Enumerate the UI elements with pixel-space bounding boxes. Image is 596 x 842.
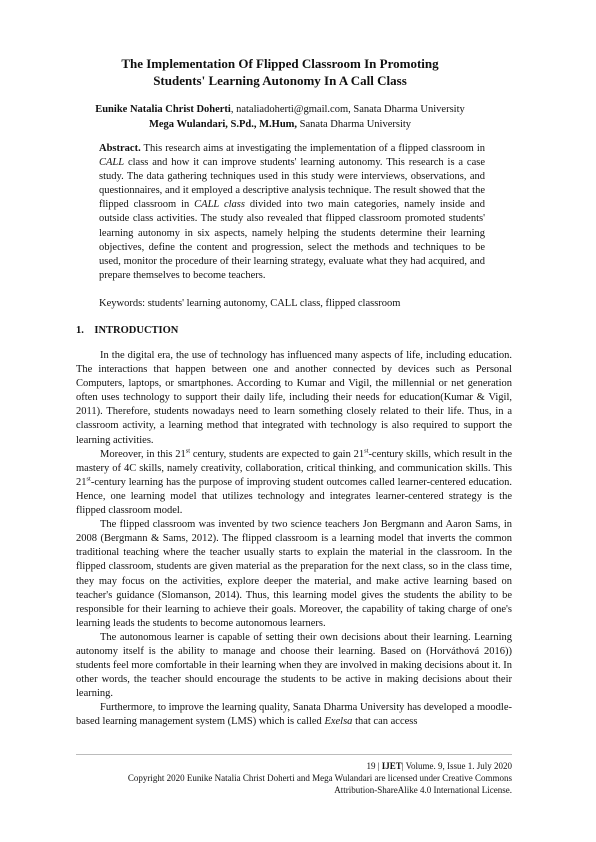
paragraph: The flipped classroom was invented by two science teachers Jon Bergmann and Aaron Sams, in 2008 (Bergmann & Sams, 2012). The flipped classroom is a learning model that inverts the common traditional teaching where the teacher usually starts to explain the material in the classroom. In the flipped classroom, students are given material as the preparation for the next class, so in the class time, they may focus on the activities, explore deeper the material, and make active learning based on teacher's guidance (Slomanson, 2014). Thus, this learning model gives the students the ability to be responsible for their learning to achieve their goals. Moreover, the capability of taking charge of one's learning leads the students to become autonomous learners. <box>76 519 512 629</box>
footer <box>76 760 512 796</box>
body-text <box>76 349 512 730</box>
author-1-affiliation: , nataliadoherti@gmail.com, Sanata Dharma University <box>230 104 465 115</box>
footer-citation <box>76 760 512 772</box>
author-2-affiliation: Sanata Dharma University <box>297 119 412 130</box>
keywords: Keywords: students' learning autonomy, CALL class, flipped classroom <box>99 298 401 309</box>
footer-divider <box>76 754 512 755</box>
paragraph-text: Moreover, in this 21 <box>100 448 186 460</box>
paragraph: In the digital era, the use of technology has influenced many aspects of life, including education. The interactions that happen between one and another connected by devices such as Personal Computers, laptops, or smartphones. According to Kumar and Vigil, the millennial or net generation often uses technology to support their daily life, including their needs for education(Kumar & Vigil, 2011). Therefore, students nowadays need to learn something closely related to their life. Thus, in a classroom activity, a learning method that integrated with technology is also required to support the learning activities. <box>76 350 512 446</box>
abstract-label: Abstract. <box>99 143 141 154</box>
authors <box>60 102 500 132</box>
superscript: st <box>86 475 91 483</box>
section-heading <box>76 325 178 336</box>
author-1 <box>60 102 500 117</box>
abstract-emph: CALL class <box>194 199 245 211</box>
superscript: st <box>364 447 369 455</box>
superscript: st <box>185 447 191 455</box>
copyright-line-1: Copyright 2020 Eunike Natalia Christ Doherti and Mega Wulandari are licensed under Creative Commons <box>127 773 512 783</box>
paragraph-text: Furthermore, to improve the learning quality, Sanata Dharma University has developed a moodle-based learning management system (LMS) which is called <box>76 702 512 728</box>
paragraph <box>76 448 512 518</box>
copyright-line-2: Attribution-ShareAlike 4.0 International License. <box>334 785 512 795</box>
title-line-2: Students' Learning Autonomy In A Call Class <box>153 73 407 88</box>
title-line-1: The Implementation Of Flipped Classroom In Promoting <box>121 56 439 71</box>
abstract-text: class and how it can improve students' learning autonomy. This research is a case study. The data gathering techniques used in this study were interviews, observations, and questionnaires, and it employed a descriptive analysis technique. The result showed that the flipped classroom in <box>99 157 485 211</box>
abstract-emph: CALL <box>99 157 125 169</box>
volume-info: | Volume. 9, Issue 1. July 2020 <box>401 761 512 771</box>
paper-title <box>60 55 500 89</box>
journal-name: IJET <box>381 761 402 771</box>
paragraph-emph: Exelsa <box>324 716 353 728</box>
author-2 <box>60 117 500 132</box>
section-number: 1. <box>76 325 84 336</box>
author-1-name: Eunike Natalia Christ Doherti <box>95 104 231 115</box>
abstract-text: divided into two main categories, namely inside and outside class activities. The study also revealed that flipped classroom promoted students' learning autonomy in six aspects, namely helping the students determine their learning objectives, define the content and progression, select the methods and techniques to be used, monitor the procedure of their learning strategy, evaluate what they had acquired, and prepare themselves to become teachers. <box>99 199 485 281</box>
abstract <box>99 142 485 283</box>
paragraph-text: century, students are expected to gain 21 <box>190 448 365 460</box>
paragraph <box>76 701 512 729</box>
paragraph-text: -century skills, which result in the mastery of 4C skills, namely creativity, collaboration, critical thinking, and communication skills. This 21 <box>76 448 512 488</box>
section-title: INTRODUCTION <box>94 325 179 336</box>
paragraph-text: -century learning has the purpose of improving student outcomes called learner-centered education. Hence, one learning model that utilizes technology and integrates learner-centered strategy is the flipped classroom model. <box>76 476 512 517</box>
author-2-name: Mega Wulandari, S.Pd., M.Hum, <box>148 119 298 130</box>
page-number: 19 | <box>366 761 382 771</box>
abstract-text: This research aims at investigating the implementation of a flipped classroom in <box>140 143 485 154</box>
paragraph-text: that can access <box>352 716 418 728</box>
paragraph: The autonomous learner is capable of setting their own decisions about their learning. Learning autonomy itself is the ability to manage and choose their learning. Based on (Horváthová 2016)) students feel more comfortable in their learning when they are involved in making decisions about it. In other words, the teacher should encourage the students to be active in making decisions about their learning. <box>76 631 512 700</box>
